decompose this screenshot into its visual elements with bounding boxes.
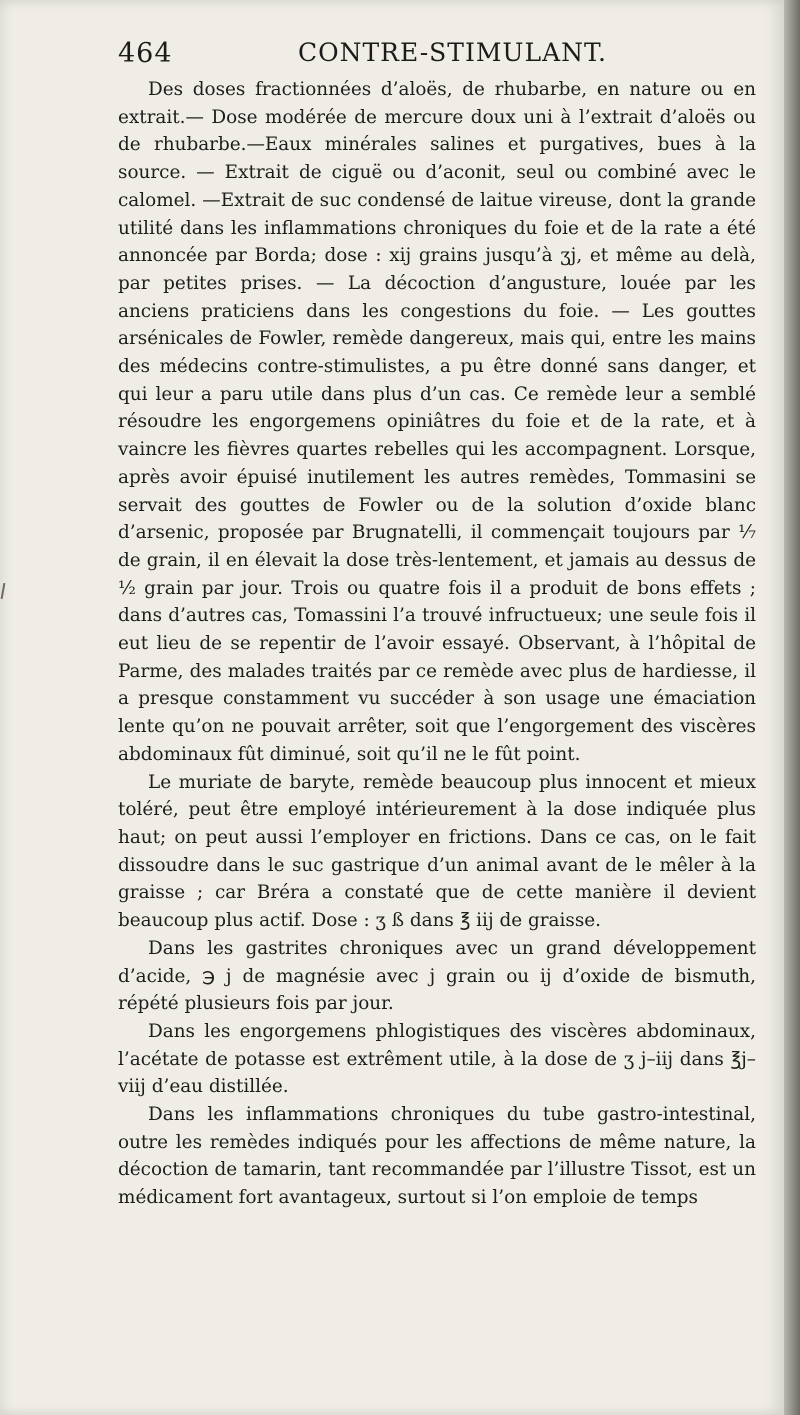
paragraph-muriate-baryte: Le muriate de baryte, remède beaucoup plus innocent et mieux toléré, peut être employé intérieurement à la dose indiquée plus haut; on peut aussi l’employer en frictions. Dans ce cas, on le fait dissoudre dans le suc gastrique d’un animal avant de le mêler à la graisse ; car Bréra a constaté que de cette manière il devient beaucoup plus actif. Dose : ʒ ß dans ℥ iij de graisse. (118, 771, 756, 932)
margin-mark (1, 583, 6, 599)
paragraph-inflammations-chroniques: Dans les inflammations chroniques du tube gastro-intestinal, outre les remèdes indiqués pour les affections de même nature, la décoction de tamarin, tant recommandée par l’illustre Tissot, est un médicament fort avantageux, surtout si l’on emploie de temps (118, 1104, 756, 1209)
paragraph-engorgemens-phlogistiques: Dans les engorgemens phlogistiques des viscères abdominaux, l’acétate de potasse est extrêment utile, à la dose de ʒ j–iij dans ℥j–viij d’eau distillée. (118, 1020, 756, 1098)
paragraph-remedies-list: Des doses fractionnées d’aloës, de rhubarbe, en nature ou en extrait.— Dose modérée de mercure doux uni à l’extrait d’aloës ou de rhubarbe.—Eaux minérales salines et purgatives, bues à la source. — Extrait de ciguë ou d’aconit, seul ou combiné avec le calomel. —Extrait de suc condensé de laitue vireuse, dont la grande utilité dans les inflammations chroniques du foie et de la rate a été annoncée par Borda; dose : xij grains jusqu’à ʒj, et même au delà, par petites prises. — La décoction d’angusture, louée par les anciens praticiens dans les congestions du foie. — Les gouttes arsénicales de Fowler, remède dangereux, mais qui, entre les mains des médecins contre-stimulistes, a pu être donné sans danger, et qui leur a paru utile dans plus d’un cas. Ce remède leur a semblé résoudre les engorgemens opiniâtres du foie et de la rate, et à vaincre les fièvres quartes rebelles qui les accompagnent. Lorsque, après avoir épuisé inutilement les autres remèdes, Tommasini se servait des gouttes de Fowler ou de la solution d’oxide blanc d’arsenic, proposée par Brugnatelli, il commençait toujours par ¹⁄₇ de grain, il en élevait la dose très-lentement, et jamais au dessus de ¹⁄₂ grain par jour. Trois ou quatre fois il a produit de bons effets ; dans d’autres cas, Tomassini l’a trouvé infructueux; une seule fois il eut lieu de se repentir de l’avoir essayé. Observant, à l’hôpital de Parme, des malades traités par ce remède avec plus de hardiesse, il a presque constamment vu succéder à son usage une émaciation lente qu’on ne pouvait arrêter, soit que l’engorgement des viscères abdominaux fût diminué, soit qu’il ne le fût point. (118, 79, 756, 765)
running-title: CONTRE-STIMULANT. (298, 38, 607, 67)
page-header (118, 38, 754, 78)
page-edge-shadow (784, 0, 800, 1415)
page-number: 464 (118, 38, 173, 69)
paragraph-gastrites-chroniques: Dans les gastrites chroniques avec un grand développement d’acide, ℈ j de magnésie avec j grain ou ij d’oxide de bismuth, répété plusieurs fois par jour. (118, 937, 756, 1015)
body-text (118, 76, 756, 1212)
